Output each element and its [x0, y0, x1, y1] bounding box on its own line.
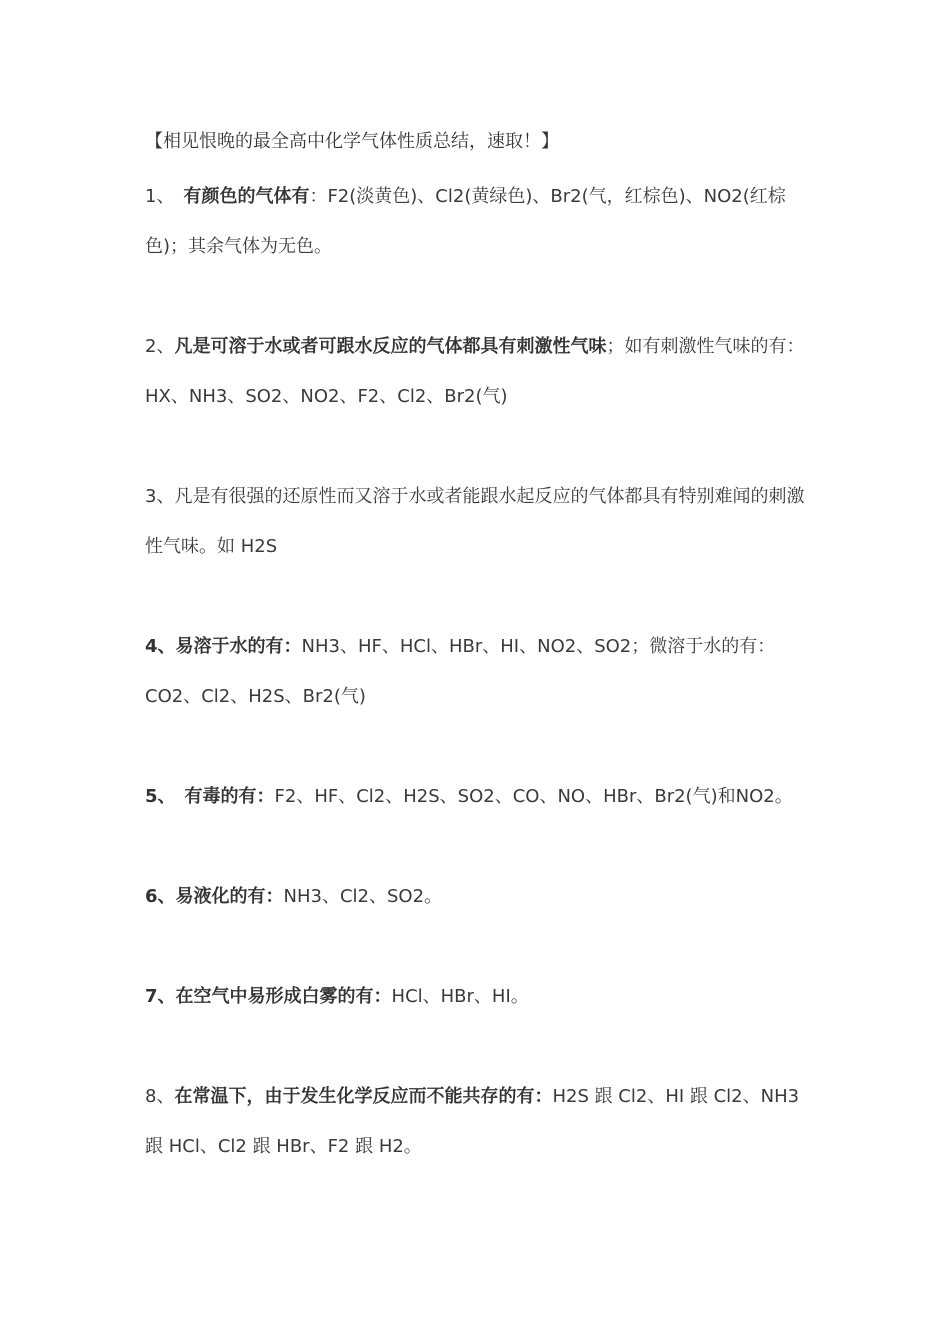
document-body — [145, 122, 815, 1222]
item-heading: 7、在空气中易形成白雾的有： — [145, 986, 392, 1007]
item-heading: 4、易溶于水的有： — [145, 636, 302, 657]
list-item-7 — [145, 972, 815, 1022]
item-number: 2、 — [145, 336, 175, 357]
item-heading: 在常温下，由于发生化学反应而不能共存的有： — [174, 1086, 553, 1107]
item-heading: 有颜色的气体有 — [183, 186, 310, 207]
item-text: ：F2(淡黄色)、Cl2(黄绿色)、Br2(气，红棕色)、NO2(红棕色)；其余气体为无色。 — [145, 186, 786, 257]
item-text: H2S 跟 Cl2、HI 跟 Cl2、NH3 跟 HCl、Cl2 跟 HBr、F2 跟 H2。 — [145, 1086, 800, 1157]
list-item-2 — [145, 322, 815, 422]
item-number: 3、 — [145, 486, 175, 507]
item-heading: 6、易液化的有： — [145, 886, 284, 907]
list-item-1 — [145, 172, 815, 272]
item-text: F2、HF、Cl2、H2S、SO2、CO、NO、HBr、Br2(气)和NO2。 — [274, 786, 793, 807]
list-item-4 — [145, 622, 815, 722]
item-text: NH3、HF、HCl、HBr、HI、NO2、SO2；微溶于水的有：CO2、Cl2、H2S、Br2(气) — [145, 636, 776, 707]
item-text: 凡是有很强的还原性而又溶于水或者能跟水起反应的气体都具有特别难闻的刺激性气味。如 H2S — [145, 486, 805, 557]
document-title: 【相见恨晚的最全高中化学气体性质总结，速取！】 — [145, 131, 559, 152]
list-item-6 — [145, 872, 815, 922]
list-item-3 — [145, 472, 815, 572]
item-text: ；如有刺激性气味的有：HX、NH3、SO2、NO2、F2、Cl2、Br2(气) — [145, 336, 805, 407]
item-heading: 凡是可溶于水或者可跟水反应的气体都具有刺激性气味 — [174, 336, 607, 357]
list-item-8 — [145, 1072, 815, 1172]
item-number: 1、 — [145, 186, 184, 207]
item-text: HCl、HBr、HI。 — [391, 986, 529, 1007]
item-heading: 5、 有毒的有： — [145, 786, 275, 807]
item-text: NH3、Cl2、SO2。 — [283, 886, 443, 907]
item-number: 8、 — [145, 1086, 175, 1107]
list-item-5 — [145, 772, 815, 822]
